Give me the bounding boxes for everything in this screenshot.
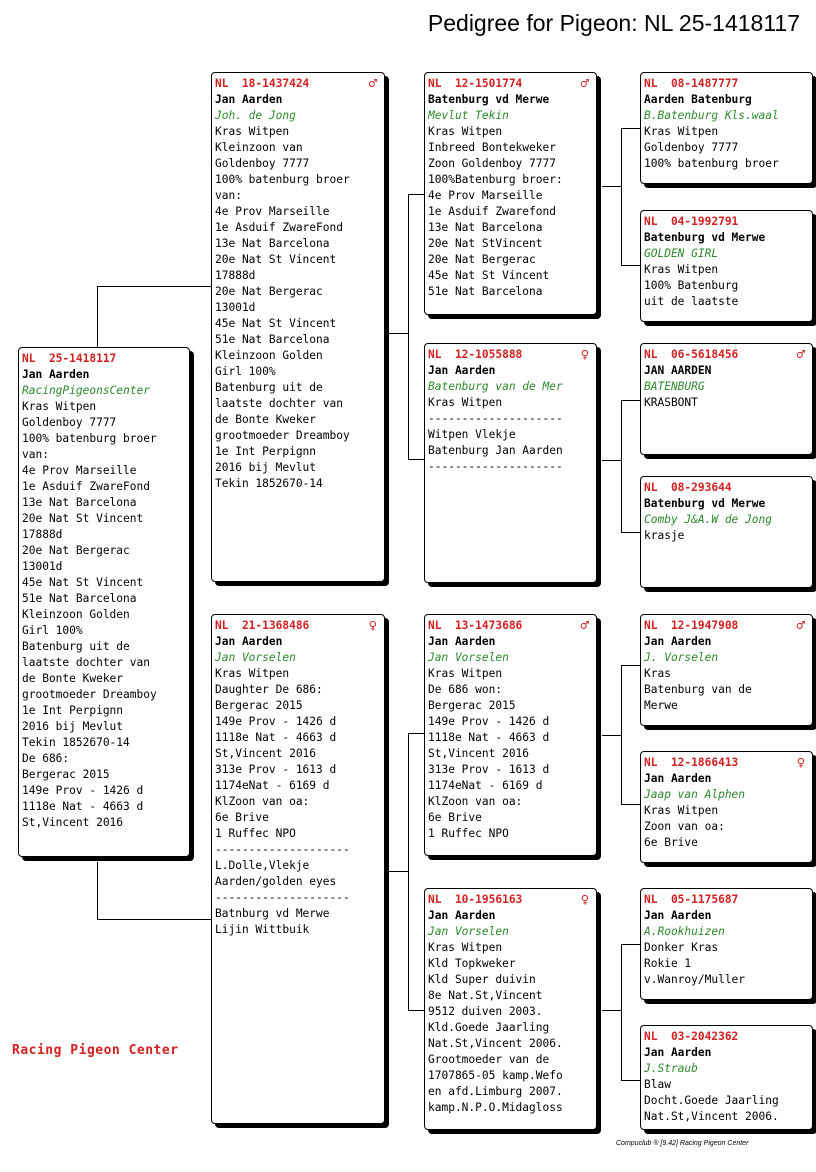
ring-number [644, 76, 809, 92]
connector-line [602, 735, 622, 736]
owner-name: Jan Aarden [428, 635, 496, 648]
pigeon-card-dam-sire[interactable] [424, 614, 597, 856]
owner-name: Jan Aarden [215, 635, 283, 648]
pedigree-note-line: 4e Prov Marseille [215, 205, 330, 218]
pedigree-note-line: 20e Nat Bergerac [22, 544, 130, 557]
pedigree-note-line: 1174eNat - 6169 d [215, 779, 330, 792]
pedigree-note-line: KlZoon van oa: [215, 795, 310, 808]
pedigree-note-line: 313e Prov - 1613 d [428, 763, 550, 776]
pedigree-note-line: en afd.Limburg 2007. [428, 1085, 563, 1098]
pedigree-note-line: Tekin 1852670-14 [215, 477, 323, 490]
male-icon: ♂ [796, 618, 805, 634]
ring-number [428, 347, 593, 363]
ring-number [644, 347, 809, 363]
connector-line [621, 265, 641, 266]
breeder-name: Jaap van Alphen [644, 788, 746, 801]
pedigree-note-line: Kras Witpen [644, 125, 719, 138]
pedigree-note-line: Bergerac 2015 [22, 768, 110, 781]
breeder-name: BATENBURG [644, 380, 705, 393]
pedigree-note-line: grootmoeder Dreamboy [22, 688, 157, 701]
ring-number-text: NL 03-2042362 [644, 1030, 739, 1043]
pedigree-note-line: 45e Nat St Vincent [215, 317, 337, 330]
pigeon-card-dam-dam-sire[interactable] [640, 888, 813, 1000]
pedigree-note-line: Blaw [644, 1078, 671, 1091]
pedigree-note-line: 2016 bij Mevlut [22, 720, 124, 733]
pedigree-note-line: Kras Witpen [215, 125, 290, 138]
connector-line [621, 804, 641, 805]
connector-line [621, 665, 622, 805]
pedigree-note-line: 100%Batenburg broer: [428, 173, 563, 186]
pedigree-note-line: Zoon van oa: [644, 820, 725, 833]
pedigree-note-line: grootmoeder Dreamboy [215, 429, 350, 442]
pedigree-note-line: Kras Witpen [428, 396, 503, 409]
pedigree-note-line: 8e Nat.St,Vincent [428, 989, 543, 1002]
pigeon-card-dam-sire-sire[interactable] [640, 614, 813, 726]
breeder-name: J. Vorselen [644, 651, 719, 664]
pedigree-note-line: uit de laatste [644, 295, 739, 308]
male-icon: ♂ [580, 76, 589, 92]
ring-number-text: NL 12-1947908 [644, 619, 739, 632]
pigeon-card-sire-sire-sire[interactable] [640, 72, 813, 184]
pedigree-note-line: de Bonte Kweker [22, 672, 124, 685]
pedigree-note-line: 100% batenburg broer [644, 157, 779, 170]
ring-number [644, 755, 809, 771]
owner-name: Jan Aarden [428, 364, 496, 377]
owner-name: Batenburg vd Merwe [428, 93, 550, 106]
pedigree-note-line: Witpen Vlekje [428, 428, 516, 441]
connector-line [602, 1010, 622, 1011]
breeder-name: Batenburg van de Mer [428, 380, 563, 393]
pedigree-note-line: -------------------- [428, 412, 563, 425]
pedigree-note-line: Goldenboy 7777 [644, 141, 739, 154]
pedigree-note-line: van: [22, 448, 49, 461]
female-icon: ♀ [368, 618, 377, 634]
footer-credit: Compuclub ® [9.42] Racing Pigeon Center [616, 1140, 749, 1147]
breeder-name: Comby J&A.W de Jong [644, 513, 772, 526]
ring-number-text: NL 12-1501774 [428, 77, 523, 90]
connector-line [97, 862, 98, 920]
pedigree-note-line: St,Vincent 2016 [22, 816, 124, 829]
pedigree-note-line: 1e Asduif Zwarefond [428, 205, 556, 218]
pedigree-note-line: 1e Int Perpignn [215, 445, 317, 458]
pedigree-note-line: 1174eNat - 6169 d [428, 779, 543, 792]
ring-number [644, 214, 809, 230]
owner-name: Jan Aarden [22, 368, 90, 381]
pedigree-note-line: Kleinzoon Golden [215, 349, 323, 362]
pigeon-card-sire-dam-dam[interactable] [640, 476, 813, 588]
pedigree-note-line: 313e Prov - 1613 d [215, 763, 337, 776]
male-icon: ♂ [796, 347, 805, 363]
pigeon-card-subject[interactable] [18, 347, 190, 857]
connector-line [389, 871, 409, 872]
breeder-name: J.Straub [644, 1062, 698, 1075]
pedigree-note-line: 17888d [22, 528, 63, 541]
connector-line [602, 186, 622, 187]
pedigree-note-line: 51e Nat Barcelona [428, 285, 543, 298]
pedigree-note-line: Inbreed Bontekweker [428, 141, 556, 154]
owner-name: Jan Aarden [428, 909, 496, 922]
male-icon: ♂ [580, 618, 589, 634]
pedigree-note-line: 45e Nat St Vincent [22, 576, 144, 589]
pedigree-note-line: Goldenboy 7777 [22, 416, 117, 429]
pedigree-note-line: 1e Int Perpignn [22, 704, 124, 717]
pedigree-note-line: 4e Prov Marseille [428, 189, 543, 202]
ring-number [644, 480, 809, 496]
pedigree-note-line: De 686: [22, 752, 70, 765]
ring-number-text: NL 12-1866413 [644, 756, 739, 769]
ring-number [22, 351, 186, 367]
owner-name: JAN AARDEN [644, 364, 712, 377]
pedigree-note-line: Lijin Wittbuik [215, 923, 310, 936]
pedigree-note-line: 6e Brive [215, 811, 269, 824]
pedigree-note-line: 17888d [215, 269, 256, 282]
ring-number [644, 1029, 809, 1045]
pedigree-note-line: 20e Nat St Vincent [215, 253, 337, 266]
owner-name: Jan Aarden [215, 93, 283, 106]
owner-name: Jan Aarden [644, 1046, 712, 1059]
pedigree-note-line: 1 Ruffec NPO [215, 827, 296, 840]
owner-name: Batenburg vd Merwe [644, 231, 766, 244]
pigeon-card-sire[interactable] [211, 72, 385, 582]
pedigree-note-line: 100% batenburg broer [215, 173, 350, 186]
pigeon-card-dam-sire-dam[interactable] [640, 751, 813, 863]
pedigree-note-line: 13e Nat Barcelona [215, 237, 330, 250]
pedigree-note-line: Girl 100% [215, 365, 276, 378]
pedigree-note-line: laatste dochter van [215, 397, 343, 410]
pigeon-card-sire-sire[interactable] [424, 72, 597, 315]
pedigree-note-line: 1118e Nat - 4663 d [215, 731, 337, 744]
owner-name: Jan Aarden [644, 909, 712, 922]
pedigree-note-line: kamp.N.P.O.Midagloss [428, 1101, 563, 1114]
pedigree-note-line: -------------------- [215, 891, 350, 904]
pedigree-note-line: 20e Nat Bergerac [428, 253, 536, 266]
ring-number-text: NL 25-1418117 [22, 352, 117, 365]
pedigree-note-line: v.Wanroy/Muller [644, 973, 746, 986]
pedigree-note-line: -------------------- [215, 843, 350, 856]
pedigree-note-line: 20e Nat StVincent [428, 237, 543, 250]
breeder-name: RacingPigeonsCenter [22, 384, 150, 397]
pedigree-note-line: Kras Witpen [428, 667, 503, 680]
breeder-name: A.Rookhuizen [644, 925, 725, 938]
pedigree-note-line: Kld.Goede Jaarling [428, 1021, 550, 1034]
pedigree-note-line: 1e Asduif ZwareFond [215, 221, 343, 234]
pedigree-note-line: Kras [644, 667, 671, 680]
pedigree-note-line: 13001d [22, 560, 63, 573]
owner-name: Aarden Batenburg [644, 93, 752, 106]
pedigree-note-line: KRASBONT [644, 396, 698, 409]
page-title: Pedigree for Pigeon: NL 25-1418117 [427, 10, 800, 36]
male-icon: ♂ [368, 76, 377, 92]
pedigree-note-line: 2016 bij Mevlut [215, 461, 317, 474]
pedigree-note-line: 1 Ruffec NPO [428, 827, 509, 840]
ring-number-text: NL 06-5618456 [644, 348, 739, 361]
pedigree-note-line: 1e Asduif ZwareFond [22, 480, 150, 493]
pedigree-note-line: Kld Topkweker [428, 957, 516, 970]
pedigree-note-line: Kras Witpen [215, 667, 290, 680]
connector-line [621, 400, 641, 401]
pedigree-note-line: St,Vincent 2016 [428, 747, 530, 760]
pedigree-note-line: Batenburg van de [644, 683, 752, 696]
owner-name: Jan Aarden [644, 772, 712, 785]
pedigree-note-line: Girl 100% [22, 624, 83, 637]
ring-number [428, 618, 593, 634]
female-icon: ♀ [580, 892, 589, 908]
pedigree-note-line: 6e Brive [428, 811, 482, 824]
pedigree-note-line: Bergerac 2015 [215, 699, 303, 712]
connector-line [408, 733, 409, 1011]
pedigree-note-line: 6e Brive [644, 836, 698, 849]
breeder-name: B.Batenburg Kls.waal [644, 109, 779, 122]
connector-line [602, 460, 622, 461]
pedigree-note-line: 51e Nat Barcelona [22, 592, 137, 605]
pedigree-note-line: -------------------- [428, 460, 563, 473]
pedigree-note-line: De 686 won: [428, 683, 503, 696]
connector-line [97, 286, 212, 287]
ring-number [644, 618, 809, 634]
pedigree-note-line: 100% batenburg broer [22, 432, 157, 445]
pedigree-note-line: 100% Batenburg [644, 279, 739, 292]
pedigree-note-line: Bergerac 2015 [428, 699, 516, 712]
pedigree-note-line: Nat.St,Vincent 2006. [644, 1110, 779, 1123]
ring-number-text: NL 21-1368486 [215, 619, 310, 632]
ring-number-text: NL 05-1175687 [644, 893, 739, 906]
ring-number-text: NL 18-1437424 [215, 77, 310, 90]
pedigree-note-line: Rokie 1 [644, 957, 692, 970]
pedigree-note-line: 51e Nat Barcelona [215, 333, 330, 346]
connector-line [621, 944, 622, 1081]
ring-number [215, 618, 381, 634]
ring-number [428, 76, 593, 92]
pedigree-note-line: St,Vincent 2016 [215, 747, 317, 760]
ring-number-text: NL 13-1473686 [428, 619, 523, 632]
pedigree-note-line: 13e Nat Barcelona [428, 221, 543, 234]
pedigree-note-line: 4e Prov Marseille [22, 464, 137, 477]
connector-line [621, 128, 641, 129]
pedigree-note-line: Tekin 1852670-14 [22, 736, 130, 749]
pigeon-card-dam-dam[interactable] [424, 888, 597, 1130]
female-icon: ♀ [796, 755, 805, 771]
connector-line [621, 400, 622, 533]
pedigree-note-line: Docht.Goede Jaarling [644, 1094, 779, 1107]
breeder-name: GOLDEN GIRL [644, 247, 719, 260]
pedigree-note-line: Zoon Goldenboy 7777 [428, 157, 556, 170]
pigeon-card-sire-sire-dam[interactable] [640, 210, 813, 322]
ring-number-text: NL 08-1487777 [644, 77, 739, 90]
connector-line [408, 194, 409, 460]
pedigree-note-line: Donker Kras [644, 941, 719, 954]
pedigree-note-line: Nat.St,Vincent 2006. [428, 1037, 563, 1050]
pedigree-note-line: 149e Prov - 1426 d [22, 784, 144, 797]
pedigree-note-line: 13e Nat Barcelona [22, 496, 137, 509]
pedigree-note-line: KlZoon van oa: [428, 795, 523, 808]
pedigree-note-line: van: [215, 189, 242, 202]
pedigree-note-line: Aarden/golden eyes [215, 875, 337, 888]
connector-line [97, 919, 212, 920]
pedigree-note-line: Goldenboy 7777 [215, 157, 310, 170]
pedigree-note-line: krasje [644, 529, 685, 542]
pedigree-note-line: L.Dolle,Vlekje [215, 859, 310, 872]
pedigree-note-line: 20e Nat Bergerac [215, 285, 323, 298]
pedigree-note-line: 1118e Nat - 4663 d [22, 800, 144, 813]
connector-line [621, 532, 641, 533]
connector-line [621, 128, 622, 266]
pedigree-note-line: Kras Witpen [644, 804, 719, 817]
pedigree-note-line: Kras Witpen [22, 400, 97, 413]
connector-line [621, 665, 641, 666]
breeder-name: Jan Vorselen [428, 925, 509, 938]
pedigree-note-line: Merwe [644, 699, 678, 712]
ring-number-text: NL 04-1992791 [644, 215, 739, 228]
brand-label: Racing Pigeon Center [12, 1043, 179, 1058]
pedigree-note-line: 1118e Nat - 4663 d [428, 731, 550, 744]
pedigree-note-line: de Bonte Kweker [215, 413, 317, 426]
pedigree-note-line: 1707865-05 kamp.Wefo [428, 1069, 563, 1082]
pedigree-note-line: Grootmoeder van de [428, 1053, 550, 1066]
pigeon-card-dam[interactable] [211, 614, 385, 1124]
ring-number [215, 76, 381, 92]
pedigree-note-line: Kleinzoon Golden [22, 608, 130, 621]
connector-line [621, 944, 641, 945]
owner-name: Jan Aarden [644, 635, 712, 648]
owner-name: Batenburg vd Merwe [644, 497, 766, 510]
pedigree-note-line: Batnburg vd Merwe [215, 907, 330, 920]
breeder-name: Jan Vorselen [215, 651, 296, 664]
pedigree-note-line: Kleinzoon van [215, 141, 303, 154]
pedigree-note-line: Daughter De 686: [215, 683, 323, 696]
connector-line [97, 286, 98, 349]
ring-number-text: NL 08-293644 [644, 481, 732, 494]
pedigree-note-line: 9512 duiven 2003. [428, 1005, 543, 1018]
pedigree-note-line: 45e Nat St Vincent [428, 269, 550, 282]
pedigree-note-line: 149e Prov - 1426 d [428, 715, 550, 728]
pigeon-card-sire-dam-sire[interactable] [640, 343, 813, 455]
pedigree-note-line: Kras Witpen [644, 263, 719, 276]
ring-number-text: NL 10-1956163 [428, 893, 523, 906]
breeder-name: Jan Vorselen [428, 651, 509, 664]
pedigree-note-line: Batenburg uit de [215, 381, 323, 394]
pedigree-note-line: laatste dochter van [22, 656, 150, 669]
pedigree-note-line: 13001d [215, 301, 256, 314]
female-icon: ♀ [580, 347, 589, 363]
breeder-name: Mevlut Tekin [428, 109, 509, 122]
pedigree-note-line: Batenburg Jan Aarden [428, 444, 563, 457]
pedigree-note-line: Kras Witpen [428, 125, 503, 138]
connector-line [621, 1080, 641, 1081]
breeder-name: Joh. de Jong [215, 109, 296, 122]
pigeon-card-dam-dam-dam[interactable] [640, 1025, 813, 1130]
ring-number [644, 892, 809, 908]
ring-number-text: NL 12-1055888 [428, 348, 523, 361]
pedigree-note-line: Kras Witpen [428, 941, 503, 954]
connector-line [389, 333, 409, 334]
ring-number [428, 892, 593, 908]
pedigree-note-line: Batenburg uit de [22, 640, 130, 653]
pigeon-card-sire-dam[interactable] [424, 343, 597, 583]
pedigree-note-line: 20e Nat St Vincent [22, 512, 144, 525]
pedigree-note-line: Kld Super duivin [428, 973, 536, 986]
pedigree-note-line: 149e Prov - 1426 d [215, 715, 337, 728]
